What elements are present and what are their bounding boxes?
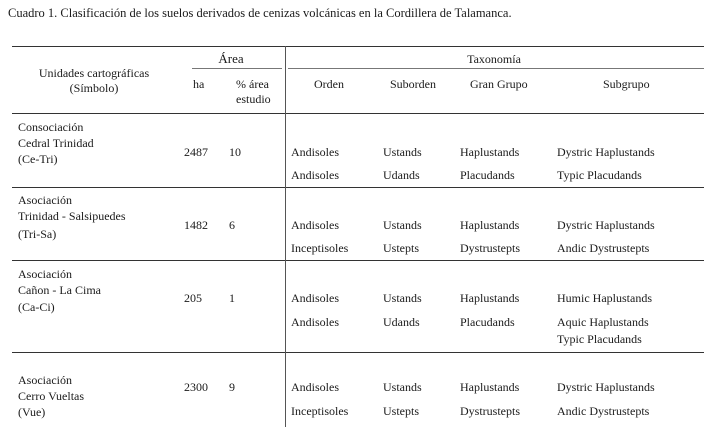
orden-2b: Inceptisoles [291, 241, 349, 255]
group-divider-1 [12, 187, 704, 188]
table-top-rule [12, 46, 704, 47]
subgrupo-3b: Aquic Haplustands [557, 315, 649, 329]
header-simbolo: (Símbolo) [69, 81, 119, 95]
gran-grupo-4b: Dystrustepts [460, 404, 520, 418]
orden-4a: Andisoles [291, 380, 339, 394]
suborden-1b: Udands [383, 168, 420, 182]
unit-name-2: Trinidad - Salsipuedes [18, 209, 126, 223]
unit-symbol-1: (Ce-Tri) [18, 152, 58, 166]
area-subheader-rule [192, 68, 282, 69]
orden-1a: Andisoles [291, 145, 339, 159]
subgrupo-4b: Andic Dystrustepts [557, 404, 650, 418]
unit-type-1: Consociación [18, 120, 84, 134]
suborden-1a: Ustands [383, 145, 422, 159]
ha-2: 1482 [184, 218, 208, 232]
pct-1: 10 [229, 145, 241, 159]
header-area: Área [218, 51, 244, 66]
ha-4: 2300 [184, 380, 208, 394]
taxonomy-column-separator [285, 46, 286, 427]
group-divider-3 [12, 352, 704, 353]
subgrupo-3a: Humic Haplustands [557, 291, 652, 305]
orden-1b: Andisoles [291, 168, 339, 182]
header-unidades: Unidades cartográficas [38, 66, 150, 80]
header-pct-area: % área [236, 77, 269, 91]
unit-type-3: Asociación [18, 267, 72, 281]
subgrupo-4a: Dystric Haplustands [557, 380, 655, 394]
unit-symbol-4: (Vue) [18, 405, 46, 419]
unit-name-1: Cedral Trinidad [18, 136, 94, 150]
orden-2a: Andisoles [291, 218, 339, 232]
header-taxonomia: Taxonomía [467, 52, 521, 66]
gran-grupo-1b: Placudands [460, 168, 515, 182]
orden-3a: Andisoles [291, 291, 339, 305]
header-ha: ha [193, 77, 205, 91]
suborden-2a: Ustands [383, 218, 422, 232]
pct-4: 9 [229, 380, 235, 394]
taxonomia-subheader-rule [288, 68, 704, 69]
gran-grupo-3a: Haplustands [460, 291, 520, 305]
unit-name-3: Cañon - La Cima [18, 283, 101, 297]
orden-4b: Inceptisoles [291, 404, 349, 418]
suborden-4b: Ustepts [383, 404, 419, 418]
pct-2: 6 [229, 218, 235, 232]
gran-grupo-3b: Placudands [460, 315, 515, 329]
header-orden: Orden [314, 77, 344, 91]
ha-1: 2487 [184, 145, 208, 159]
unit-symbol-2: (Tri-Sa) [18, 227, 57, 241]
gran-grupo-2a: Haplustands [460, 218, 520, 232]
gran-grupo-1a: Haplustands [460, 145, 520, 159]
unit-type-4: Asociación [18, 373, 72, 387]
suborden-4a: Ustands [383, 380, 422, 394]
header-estudio: estudio [236, 92, 271, 106]
subgrupo-3c: Typic Placudands [557, 332, 642, 346]
subgrupo-1b: Typic Placudands [557, 168, 642, 182]
suborden-2b: Ustepts [383, 241, 419, 255]
header-suborden: Suborden [390, 77, 436, 91]
header-subgrupo: Subgrupo [603, 77, 650, 91]
orden-3b: Andisoles [291, 315, 339, 329]
group-divider-2 [12, 260, 704, 261]
ha-3: 205 [184, 291, 202, 305]
header-bottom-rule [12, 113, 704, 114]
subgrupo-2b: Andic Dystrustepts [557, 241, 650, 255]
subgrupo-2a: Dystric Haplustands [557, 218, 655, 232]
unit-name-4: Cerro Vueltas [18, 389, 85, 403]
gran-grupo-2b: Dystrustepts [460, 241, 520, 255]
table-caption: Cuadro 1. Clasificación de los suelos derivados de cenizas volcánicas en la Cordillera de Talamanca. [8, 6, 512, 20]
header-gran-grupo: Gran Grupo [470, 77, 528, 91]
pct-3: 1 [229, 291, 235, 305]
unit-symbol-3: (Ca-Ci) [18, 300, 55, 314]
gran-grupo-4a: Haplustands [460, 380, 520, 394]
unit-type-2: Asociación [18, 193, 72, 207]
suborden-3b: Udands [383, 315, 420, 329]
suborden-3a: Ustands [383, 291, 422, 305]
subgrupo-1a: Dystric Haplustands [557, 145, 655, 159]
